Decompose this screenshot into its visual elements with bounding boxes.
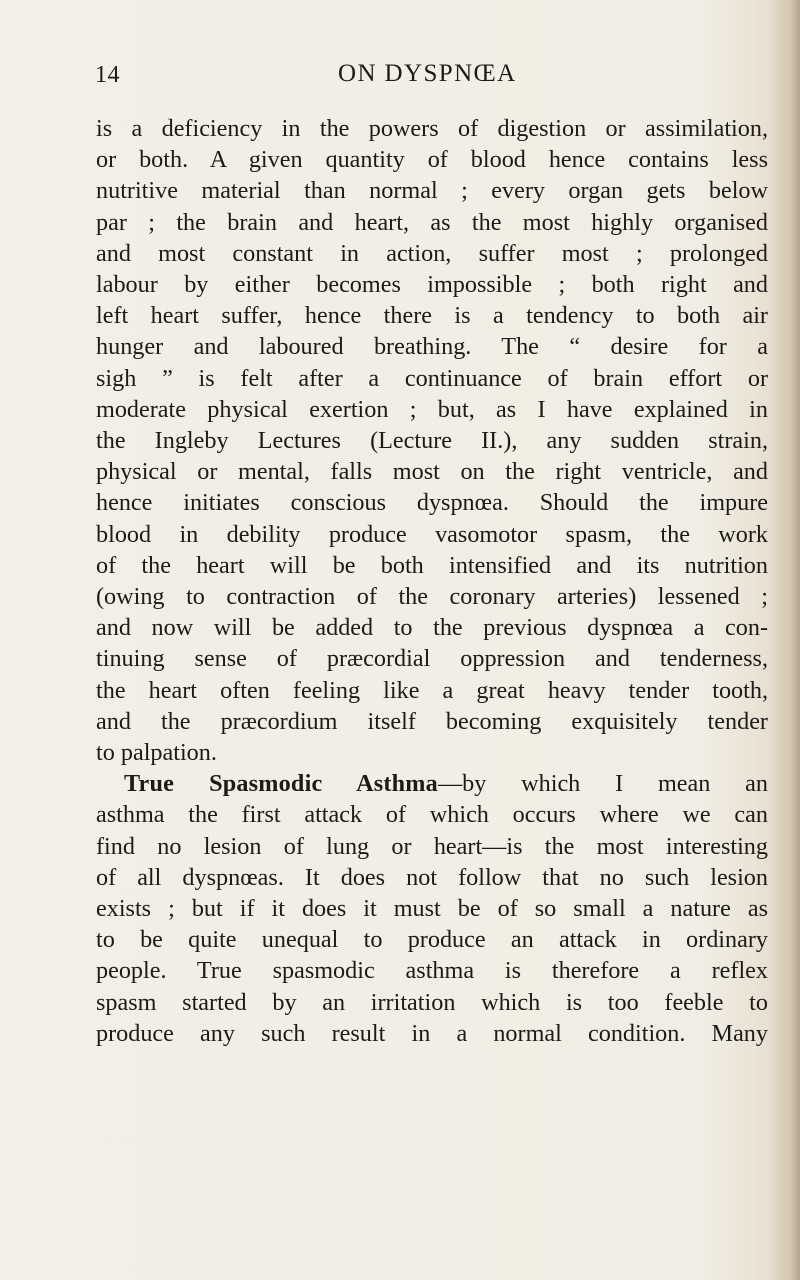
text-line: exists ; but if it does it must be of so small a nature as — [96, 895, 768, 923]
section-heading: True Spasmodic Asthma — [124, 770, 438, 798]
text-line: to palpation. — [96, 739, 217, 767]
page-header — [0, 58, 800, 94]
text-line: labour by either becomes impossible ; both right and — [96, 271, 768, 299]
text-line: blood in debility produce vasomotor spasm, the work — [96, 520, 768, 548]
text-line: of all dyspnœas. It does not follow that no such lesion — [96, 863, 768, 891]
text-line: or both. A given quantity of blood hence contains less — [96, 146, 768, 174]
text-line: spasm started by an irritation which is too feeble to — [96, 988, 768, 1016]
text-line: find no lesion of lung or heart—is the most interesting — [96, 832, 768, 860]
text-line: asthma the first attack of which occurs where we can — [96, 801, 768, 829]
text-line: nutritive material than normal ; every organ gets below — [96, 177, 768, 205]
text-line: left heart suffer, hence there is a tendency to both air — [96, 302, 768, 330]
text-line: the Ingleby Lectures (Lecture II.), any sudden strain, — [96, 427, 768, 455]
text-line: par ; the brain and heart, as the most highly organised — [96, 208, 768, 236]
heading-continuation: —by which I mean an — [437, 770, 768, 798]
page-number: 14 — [95, 62, 120, 88]
text-line: the heart often feeling like a great heavy tender tooth, — [96, 676, 768, 704]
text-line: of the heart will be both intensified and its nutrition — [96, 551, 768, 579]
text-line: tinuing sense of præcordial oppression and tenderness, — [96, 645, 768, 673]
text-line: and now will be added to the previous dyspnœa a con- — [96, 614, 768, 642]
text-line: and the præcordium itself becoming exquisitely tender — [96, 707, 768, 735]
text-line: produce any such result in a normal condition. Many — [96, 1019, 768, 1047]
text-line: sigh ” is felt after a continuance of brain effort or — [96, 364, 768, 392]
page-edge-shadow — [770, 0, 800, 1280]
text-line: is a deficiency in the powers of digestion or assimilation, — [96, 115, 768, 142]
body-text — [96, 113, 768, 1049]
text-line: hunger and laboured breathing. The “ desire for a — [96, 333, 768, 361]
section-heading-line — [96, 768, 768, 799]
running-title: ON DYSPNŒA — [338, 60, 517, 87]
text-line: hence initiates conscious dyspnœa. Should the impure — [96, 489, 768, 517]
text-line: moderate physical exertion ; but, as I have explained in — [96, 395, 768, 423]
text-line: (owing to contraction of the coronary arteries) lessened ; — [96, 583, 768, 611]
text-line: to be quite unequal to produce an attack in ordinary — [96, 926, 768, 954]
text-line: physical or mental, falls most on the right ventricle, and — [96, 458, 768, 486]
text-line: and most constant in action, suffer most ; prolonged — [96, 239, 768, 267]
text-line: people. True spasmodic asthma is therefore a reflex — [96, 957, 768, 985]
